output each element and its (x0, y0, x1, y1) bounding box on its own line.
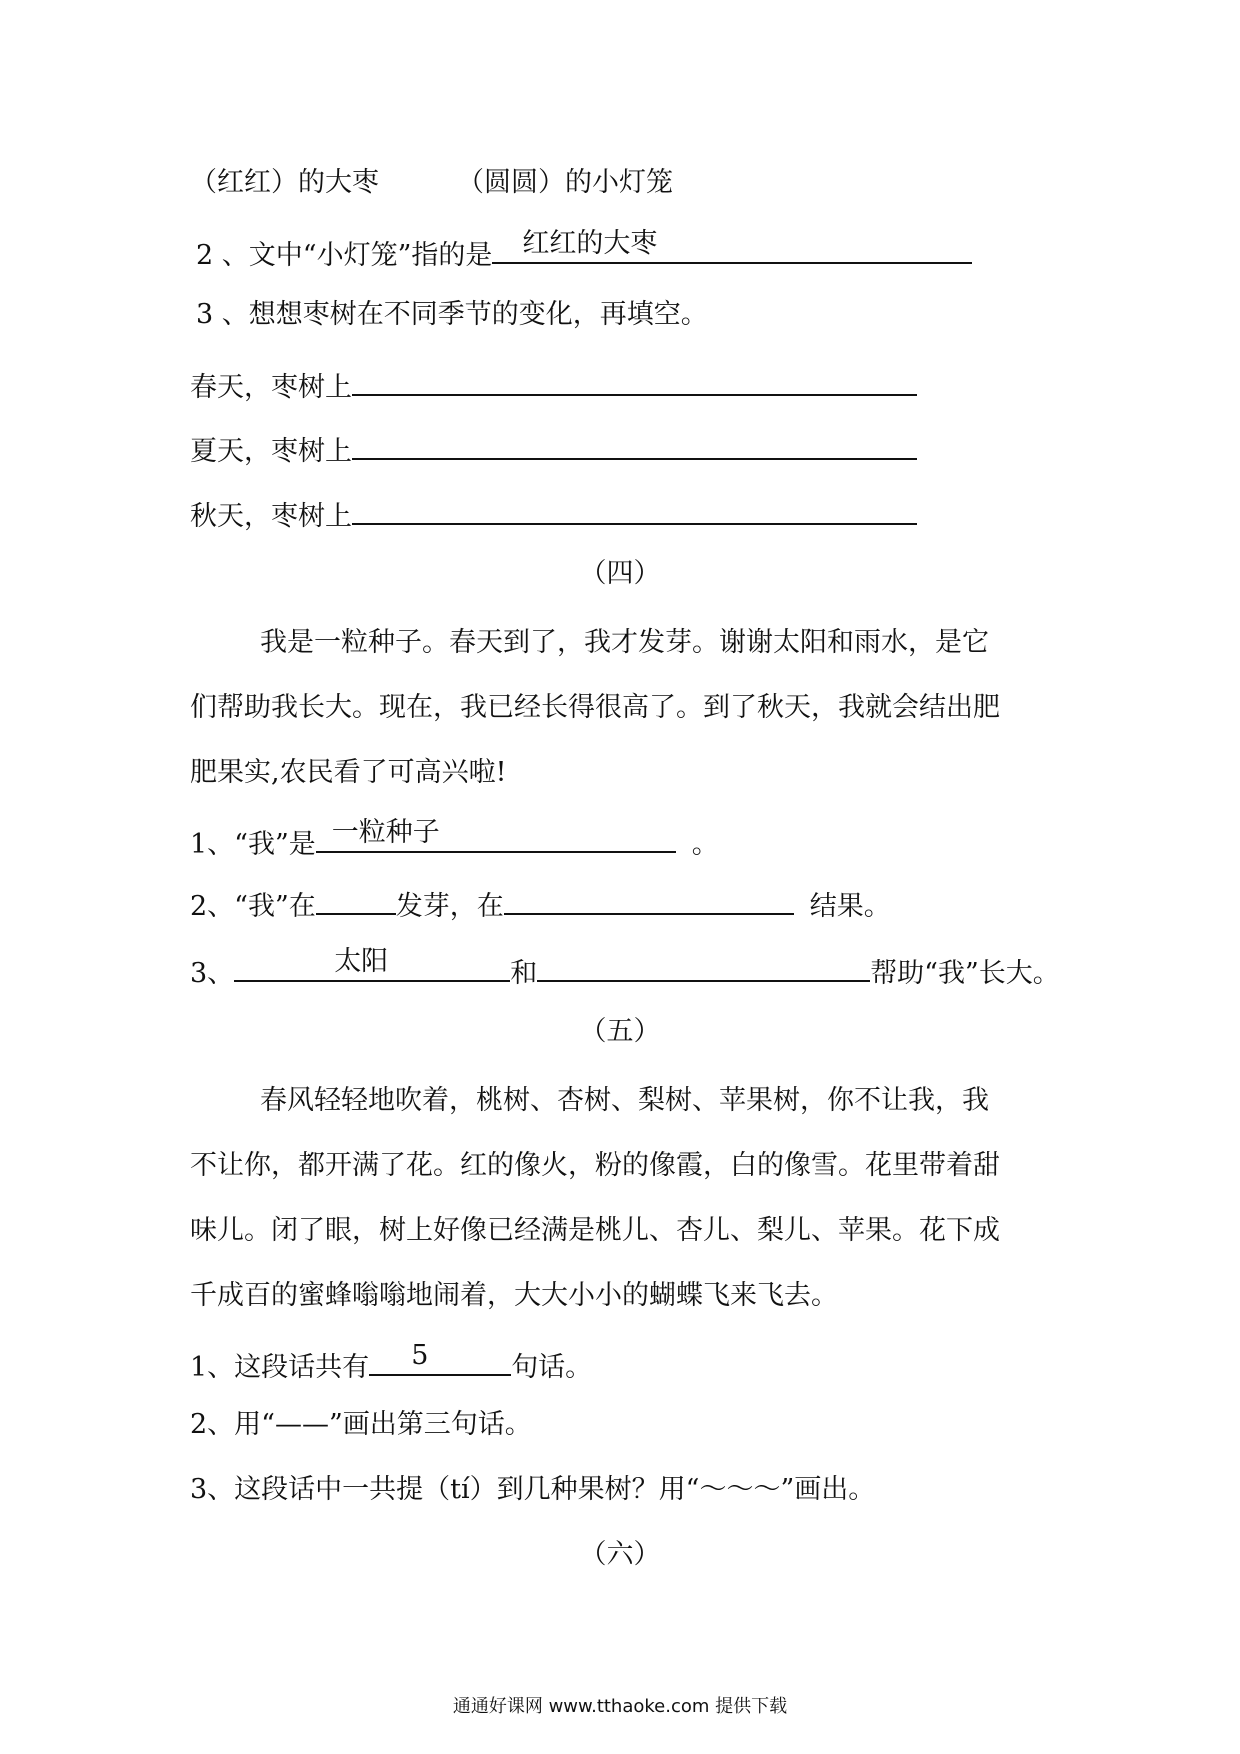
para-line: 我是一粒种子。春天到了，我才发芽。谢谢太阳和雨水，是它 (260, 627, 989, 658)
summer-line (190, 428, 917, 470)
when-blank-2[interactable] (504, 883, 794, 915)
helper-blank[interactable] (537, 950, 870, 982)
autumn-label: 秋天，枣树上 (190, 501, 352, 532)
question-text: 2 、文中“小灯笼”指的是 (196, 240, 493, 271)
section-4-heading: （四） (579, 558, 661, 589)
sec4-question-2 (190, 883, 891, 925)
question-text: 1、这段话共有 (190, 1352, 370, 1383)
sec5-question-2: 2、用“——”画出第三句话。 (190, 1409, 532, 1440)
section-4-paragraph (190, 610, 1060, 805)
answer-text: 太阳 (334, 946, 389, 977)
phrase-1: （红红）的大枣 (190, 167, 379, 198)
section-6-heading: （六） (579, 1539, 661, 1570)
when-blank-1[interactable] (316, 883, 396, 915)
summer-label: 夏天，枣树上 (190, 436, 352, 467)
answer-blank[interactable] (316, 819, 676, 853)
para-line: 们帮助我长大。现在，我已经长得很高了。到了秋天，我就会结出肥 (190, 692, 1000, 723)
question-text: 发芽，在 (395, 891, 504, 922)
autumn-line (190, 493, 917, 535)
question-text: 1、“我”是 (190, 829, 316, 860)
para-line: 肥果实,农民看了可高兴啦! (190, 757, 507, 788)
sec4-question-3 (190, 948, 1060, 992)
sec3-question-3: 3 、想想枣树在不同季节的变化，再填空。 (196, 299, 708, 330)
question-text: 和 (510, 958, 538, 989)
question-text: 2、“我”在 (190, 891, 316, 922)
para-line: 千成百的蜜蜂嗡嗡地闹着，大大小小的蝴蝶飞来飞去。 (190, 1280, 838, 1311)
question-suffix: 句话。 (511, 1352, 593, 1383)
answer-text: 5 (411, 1340, 429, 1371)
spring-label: 春天，枣树上 (190, 372, 352, 403)
phrase-line (190, 165, 673, 201)
question-suffix: 结果。 (809, 891, 891, 922)
autumn-blank[interactable] (352, 493, 917, 525)
question-suffix: 。 (691, 829, 719, 860)
spring-blank[interactable] (352, 364, 917, 396)
sec5-question-3: 3、这段话中一共提（tí）到几种果树？用“～～～”画出。 (190, 1474, 876, 1505)
answer-blank[interactable] (369, 1342, 511, 1376)
answer-blank[interactable] (234, 948, 510, 982)
section-5-heading: （五） (579, 1016, 661, 1047)
sec5-question-1 (190, 1342, 592, 1386)
sec3-question-2 (196, 230, 972, 274)
sec4-question-1 (190, 819, 719, 863)
answer-text: 一粒种子 (331, 817, 440, 848)
para-line: 味儿。闭了眼，树上好像已经满是桃儿、杏儿、梨儿、苹果。花下成 (190, 1215, 1000, 1246)
section-5-paragraph (190, 1068, 1060, 1328)
phrase-2: （圆圆）的小灯笼 (457, 167, 673, 198)
para-line: 春风轻轻地吹着，桃树、杏树、梨树、苹果树，你不让我，我 (260, 1085, 989, 1116)
question-suffix: 帮助“我”长大。 (870, 958, 1060, 989)
para-line: 不让你，都开满了花。红的像火，粉的像霞，白的像雪。花里带着甜 (190, 1150, 1000, 1181)
footer-text: 通通好课网 www.tthaoke.com 提供下载 (452, 1696, 788, 1717)
answer-blank[interactable] (492, 230, 972, 264)
spring-line (190, 364, 917, 406)
question-text: 3、 (190, 958, 235, 989)
summer-blank[interactable] (352, 428, 917, 460)
answer-text: 红红的大枣 (522, 228, 658, 259)
